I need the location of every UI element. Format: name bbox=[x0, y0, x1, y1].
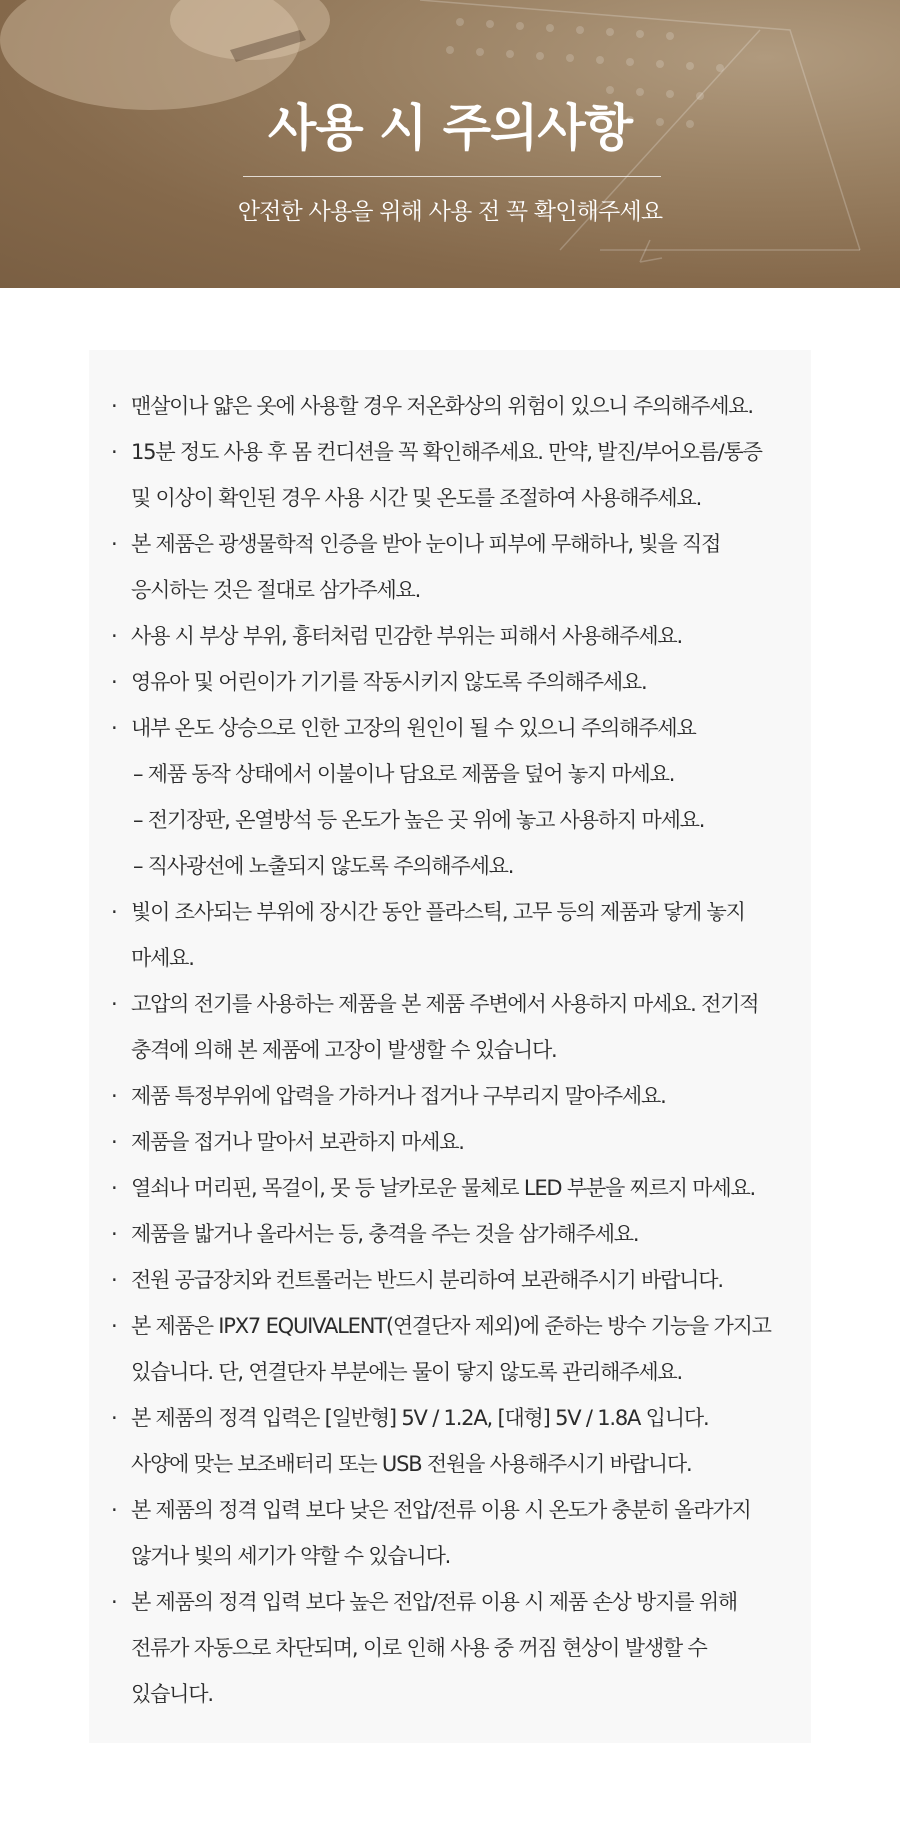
bullet-icon: · bbox=[111, 532, 117, 556]
notice-text: 맨살이나 얇은 옷에 사용할 경우 저온화상의 위험이 있으니 주의해주세요. bbox=[131, 394, 753, 418]
notice-text: 고압의 전기를 사용하는 제품을 본 제품 주변에서 사용하지 마세요. 전기적 bbox=[131, 992, 759, 1016]
notice-item bbox=[111, 429, 789, 521]
notice-text: 영유아 및 어린이가 기기를 작동시키지 않도록 주의해주세요. bbox=[131, 670, 647, 694]
notice-text: 제품을 접거나 말아서 보관하지 마세요. bbox=[131, 1130, 464, 1154]
notice-item bbox=[111, 1211, 789, 1257]
page-subtitle: 안전한 사용을 위해 사용 전 꼭 확인해주세요 bbox=[237, 199, 663, 225]
notice-text: 본 제품은 광생물학적 인증을 받아 눈이나 피부에 무해하나, 빛을 직접 bbox=[131, 532, 721, 556]
notice-item bbox=[111, 1165, 789, 1211]
notice-item bbox=[111, 521, 789, 613]
notice-subitem: – 제품 동작 상태에서 이불이나 담요로 제품을 덮어 놓지 마세요. bbox=[133, 762, 675, 786]
bullet-icon: · bbox=[111, 1314, 117, 1338]
notice-text: 사용 시 부상 부위, 흉터처럼 민감한 부위는 피해서 사용해주세요. bbox=[131, 624, 682, 648]
notice-text: 15분 정도 사용 후 몸 컨디션을 꼭 확인해주세요. 만약, 발진/부어오름/통증 bbox=[131, 440, 762, 464]
notice-text: 있습니다. 단, 연결단자 부분에는 물이 닿지 않도록 관리해주세요. bbox=[131, 1360, 682, 1384]
notice-box bbox=[89, 350, 811, 1743]
notice-list bbox=[89, 350, 811, 1717]
notice-text: 제품을 밟거나 올라서는 등, 충격을 주는 것을 삼가해주세요. bbox=[131, 1222, 639, 1246]
notice-item bbox=[111, 1487, 789, 1579]
notice-text: 빛이 조사되는 부위에 장시간 동안 플라스틱, 고무 등의 제품과 닿게 놓지 bbox=[131, 900, 745, 924]
notice-text: 열쇠나 머리핀, 목걸이, 못 등 날카로운 물체로 LED 부분을 찌르지 마세요. bbox=[131, 1176, 756, 1200]
bullet-icon: · bbox=[111, 716, 117, 740]
bullet-icon: · bbox=[111, 1406, 117, 1430]
notice-text: 제품 특정부위에 압력을 가하거나 접거나 구부리지 말아주세요. bbox=[131, 1084, 666, 1108]
notice-item bbox=[111, 1579, 789, 1717]
bullet-icon: · bbox=[111, 440, 117, 464]
notice-item bbox=[111, 1257, 789, 1303]
notice-item bbox=[111, 705, 789, 889]
notice-text: 및 이상이 확인된 경우 사용 시간 및 온도를 조절하여 사용해주세요. bbox=[131, 486, 702, 510]
notice-item bbox=[111, 613, 789, 659]
notice-text: 본 제품은 IPX7 EQUIVALENT(연결단자 제외)에 준하는 방수 기능을 가지고 bbox=[131, 1314, 771, 1338]
bullet-icon: · bbox=[111, 1176, 117, 1200]
bullet-icon: · bbox=[111, 1222, 117, 1246]
notice-item bbox=[111, 383, 789, 429]
notice-item bbox=[111, 1119, 789, 1165]
bullet-icon: · bbox=[111, 992, 117, 1016]
bullet-icon: · bbox=[111, 624, 117, 648]
bullet-icon: · bbox=[111, 1590, 117, 1614]
notice-text: 있습니다. bbox=[131, 1682, 213, 1706]
notice-item bbox=[111, 659, 789, 705]
notice-text: 본 제품의 정격 입력 보다 낮은 전압/전류 이용 시 온도가 충분히 올라가지 bbox=[131, 1498, 751, 1522]
notice-text: 본 제품의 정격 입력 보다 높은 전압/전류 이용 시 제품 손상 방지를 위해 bbox=[131, 1590, 737, 1614]
notice-item bbox=[111, 1303, 789, 1395]
bullet-icon: · bbox=[111, 1268, 117, 1292]
bullet-icon: · bbox=[111, 1498, 117, 1522]
header-banner bbox=[0, 0, 900, 288]
bullet-icon: · bbox=[111, 1084, 117, 1108]
notice-item bbox=[111, 889, 789, 981]
notice-text: 마세요. bbox=[131, 946, 194, 970]
notice-text: 않거나 빛의 세기가 약할 수 있습니다. bbox=[131, 1544, 451, 1568]
notice-text: 본 제품의 정격 입력은 [일반형] 5V / 1.2A, [대형] 5V / 1.8A 입니다. bbox=[131, 1406, 709, 1430]
notice-text: 내부 온도 상승으로 인한 고장의 원인이 될 수 있으니 주의해주세요 bbox=[131, 716, 696, 740]
notice-subitem: – 전기장판, 온열방석 등 온도가 높은 곳 위에 놓고 사용하지 마세요. bbox=[133, 808, 705, 832]
notice-subitem: – 직사광선에 노출되지 않도록 주의해주세요. bbox=[133, 854, 514, 878]
notice-text: 사양에 맞는 보조배터리 또는 USB 전원을 사용해주시기 바랍니다. bbox=[131, 1452, 692, 1476]
bullet-icon: · bbox=[111, 900, 117, 924]
notice-item bbox=[111, 1395, 789, 1487]
bullet-icon: · bbox=[111, 1130, 117, 1154]
page-title: 사용 시 주의사항 bbox=[268, 99, 632, 157]
notice-text: 충격에 의해 본 제품에 고장이 발생할 수 있습니다. bbox=[131, 1038, 557, 1062]
notice-text: 응시하는 것은 절대로 삼가주세요. bbox=[131, 578, 421, 602]
bullet-icon: · bbox=[111, 394, 117, 418]
notice-item bbox=[111, 1073, 789, 1119]
title-divider bbox=[243, 176, 661, 177]
notice-text: 전류가 자동으로 차단되며, 이로 인해 사용 중 꺼짐 현상이 발생할 수 bbox=[131, 1636, 707, 1660]
bullet-icon: · bbox=[111, 670, 117, 694]
notice-item bbox=[111, 981, 789, 1073]
notice-text: 전원 공급장치와 컨트롤러는 반드시 분리하여 보관해주시기 바랍니다. bbox=[131, 1268, 723, 1292]
